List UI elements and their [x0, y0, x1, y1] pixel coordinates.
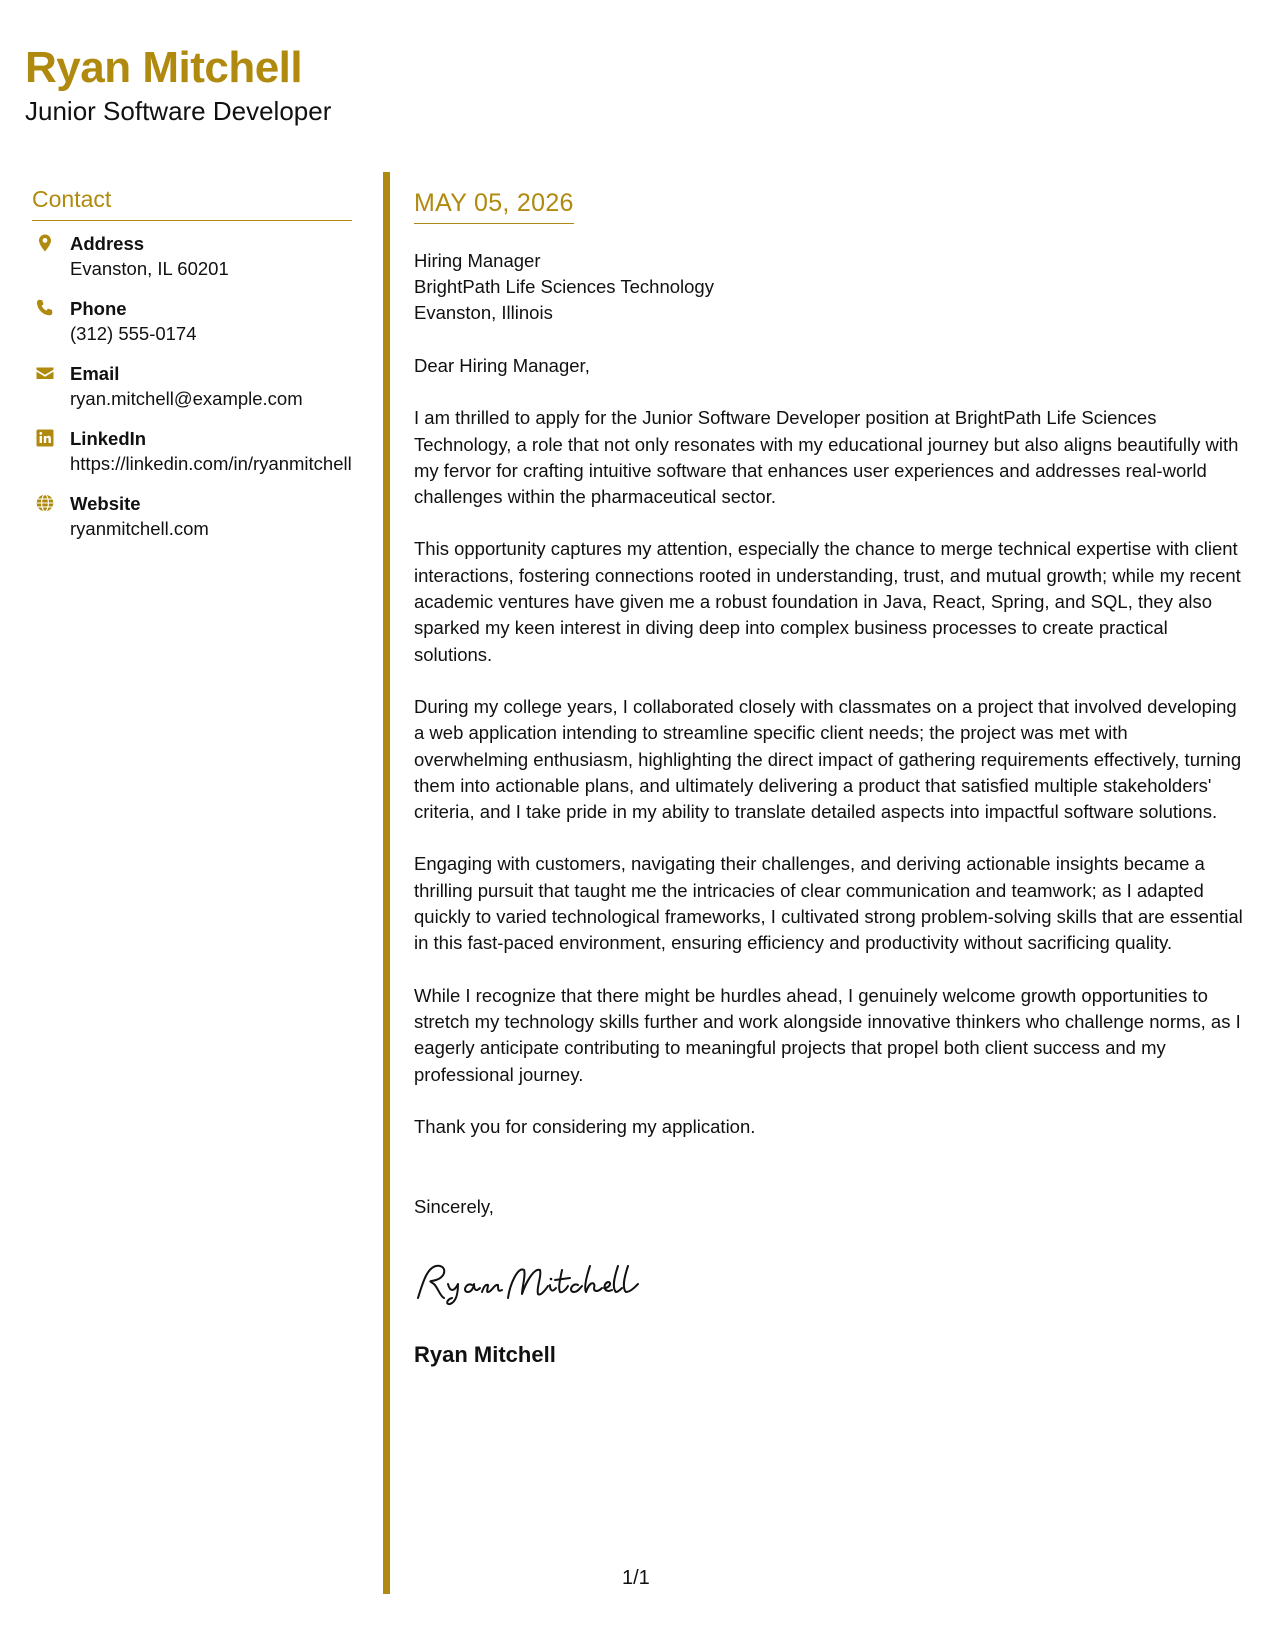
recipient-line: BrightPath Life Sciences Technology: [414, 276, 714, 297]
handwritten-signature: [414, 1258, 644, 1308]
contact-item-phone: [32, 296, 352, 346]
contact-sidebar: [32, 186, 352, 556]
body-paragraph: Thank you for considering my application.: [414, 1115, 756, 1137]
phone-icon: [35, 298, 55, 318]
map-pin-icon: [35, 233, 55, 253]
contact-value[interactable]: https://linkedin.com/in/ryanmitchell: [70, 452, 352, 474]
signer-name: Ryan Mitchell: [414, 1342, 556, 1368]
recipient-line: Hiring Manager: [414, 250, 541, 271]
contact-item-linkedin: [32, 426, 352, 476]
body-paragraph: Engaging with customers, navigating their challenges, and deriving actionable insights became a thrilling pursuit that taught me the intricacies of clear communication and teamwork; as I adapted quickly to varied technological frameworks, I cultivated strong problem-solving skills that are essential in this fast-paced environment, ensuring efficiency and productivity without sacrificing quality.: [414, 853, 1243, 954]
vertical-divider: [383, 172, 390, 1594]
contact-label: LinkedIn: [70, 427, 147, 449]
body-paragraph: I am thrilled to apply for the Junior Software Developer position at BrightPath Life Sciences Technology, a role that not only resonates with my educational journey but also aligns beautifully with my fervor for crafting intuitive software that enhances user experiences and addresses real-world challenges within the pharmaceutical sector.: [414, 407, 1239, 508]
recipient-block: [414, 248, 1244, 326]
contact-label: Phone: [70, 297, 127, 319]
linkedin-icon: [35, 428, 55, 448]
recipient-line: Evanston, Illinois: [414, 302, 553, 323]
contact-label: Website: [70, 492, 141, 514]
page-number: 1/1: [622, 1567, 650, 1589]
contact-label: Address: [70, 232, 145, 254]
cover-letter: [414, 188, 1244, 1369]
contact-value: ryan.mitchell@example.com: [70, 387, 303, 409]
contact-item-website: [32, 491, 352, 541]
salutation: Dear Hiring Manager,: [414, 355, 590, 376]
contact-item-email: [32, 361, 352, 411]
contact-value: (312) 555-0174: [70, 322, 197, 344]
contact-item-address: [32, 231, 352, 281]
closing: Sincerely,: [414, 1196, 494, 1218]
applicant-role: Junior Software Developer: [25, 96, 332, 126]
globe-icon: [35, 493, 55, 513]
contact-list: [32, 231, 352, 541]
envelope-icon: [35, 363, 55, 383]
contact-label: Email: [70, 362, 120, 384]
body-paragraph: During my college years, I collaborated closely with classmates on a project that involved developing a web application intending to streamline specific client needs; the project was met with overwhelming enthusiasm, highlighting the direct impact of gathering requirements effectively, turning them into actionable plans, and ultimately delivering a product that satisfied multiple stakeholders' criteria, and I take pride in my ability to translate detailed aspects into impactful software solutions.: [414, 695, 1242, 823]
letter-body: [414, 353, 1244, 1220]
contact-value: Evanston, IL 60201: [70, 257, 229, 279]
body-paragraph: This opportunity captures my attention, especially the chance to merge technical expertise with client interactions, fostering connections rooted in understanding, trust, and mutual growth; while my recent academic ventures have given me a robust foundation in Java, React, Spring, and SQL, they also sparked my keen interest in diving deep into complex business processes to create practical solutions.: [414, 538, 1241, 665]
body-paragraph: While I recognize that there might be hurdles ahead, I genuinely welcome growth opportunities to stretch my technology skills further and work alongside innovative thinkers who challenge norms, as I eagerly anticipate contributing to meaningful projects that propel both client success and my professional journey.: [414, 984, 1241, 1085]
letter-date: MAY 05, 2026: [414, 188, 574, 224]
contact-heading: Contact: [32, 186, 352, 221]
applicant-name: Ryan Mitchell: [25, 43, 303, 92]
contact-value[interactable]: ryanmitchell.com: [70, 517, 209, 539]
